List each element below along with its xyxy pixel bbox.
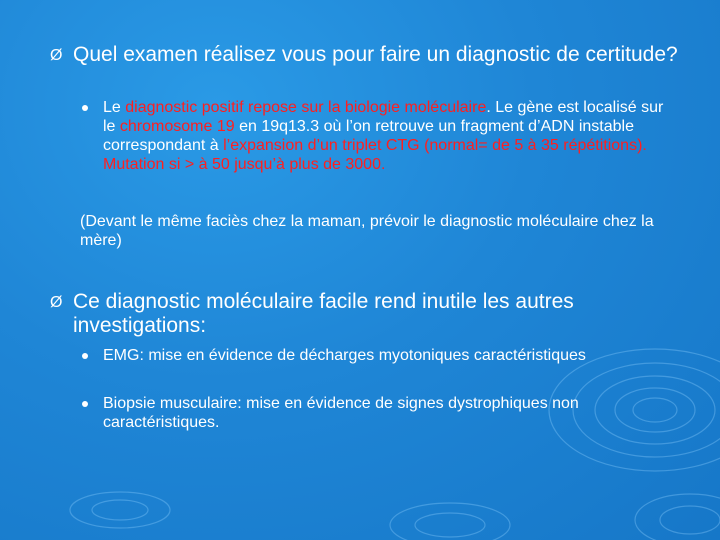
answer-highlight-2: chromosome 19 [119,118,235,135]
item-biopsie-text: Biopsie musculaire: mise en évidence de signes dystrophiques non caractéristiques. [103,395,579,431]
question-2-text: Ce diagnostic moléculaire facile rend inutile les autres investigations: [73,290,574,337]
dot-bullet-icon [82,353,88,359]
answer-part-2: . Le gène est localisé sur le [103,99,664,135]
question-2 [50,290,690,338]
answer-part-1: Le [103,99,126,116]
answer-item [82,98,672,174]
list-item [82,394,682,432]
arrow-bullet-icon: Ø [50,294,63,311]
answer-note: (Devant le même faciès chez la maman, prévoir le diagnostic moléculaire chez la mère) [80,213,654,249]
answer-part-3: en 19q13.3 où l’on retrouve un fragment d’ADN instable correspondant à [103,118,634,154]
answer-highlight-1: diagnostic positif repose sur la biologie moléculaire [125,99,487,116]
answer-text [103,98,672,174]
dot-bullet-icon [82,105,88,111]
question-1 [50,43,690,67]
answer-highlight-3: l’expansion d’un triplet CTG (normal= de 5 à 35 répétitions). Mutation si > à 50 jusqu’à plus de 3000. [103,137,647,173]
arrow-bullet-icon: Ø [50,47,63,64]
item-emg-text: EMG: mise en évidence de décharges myotoniques caractéristiques [103,347,586,364]
dot-bullet-icon [82,401,88,407]
question-1-text: Quel examen réalisez vous pour faire un diagnostic de certitude? [73,43,678,66]
list-item [82,346,682,365]
